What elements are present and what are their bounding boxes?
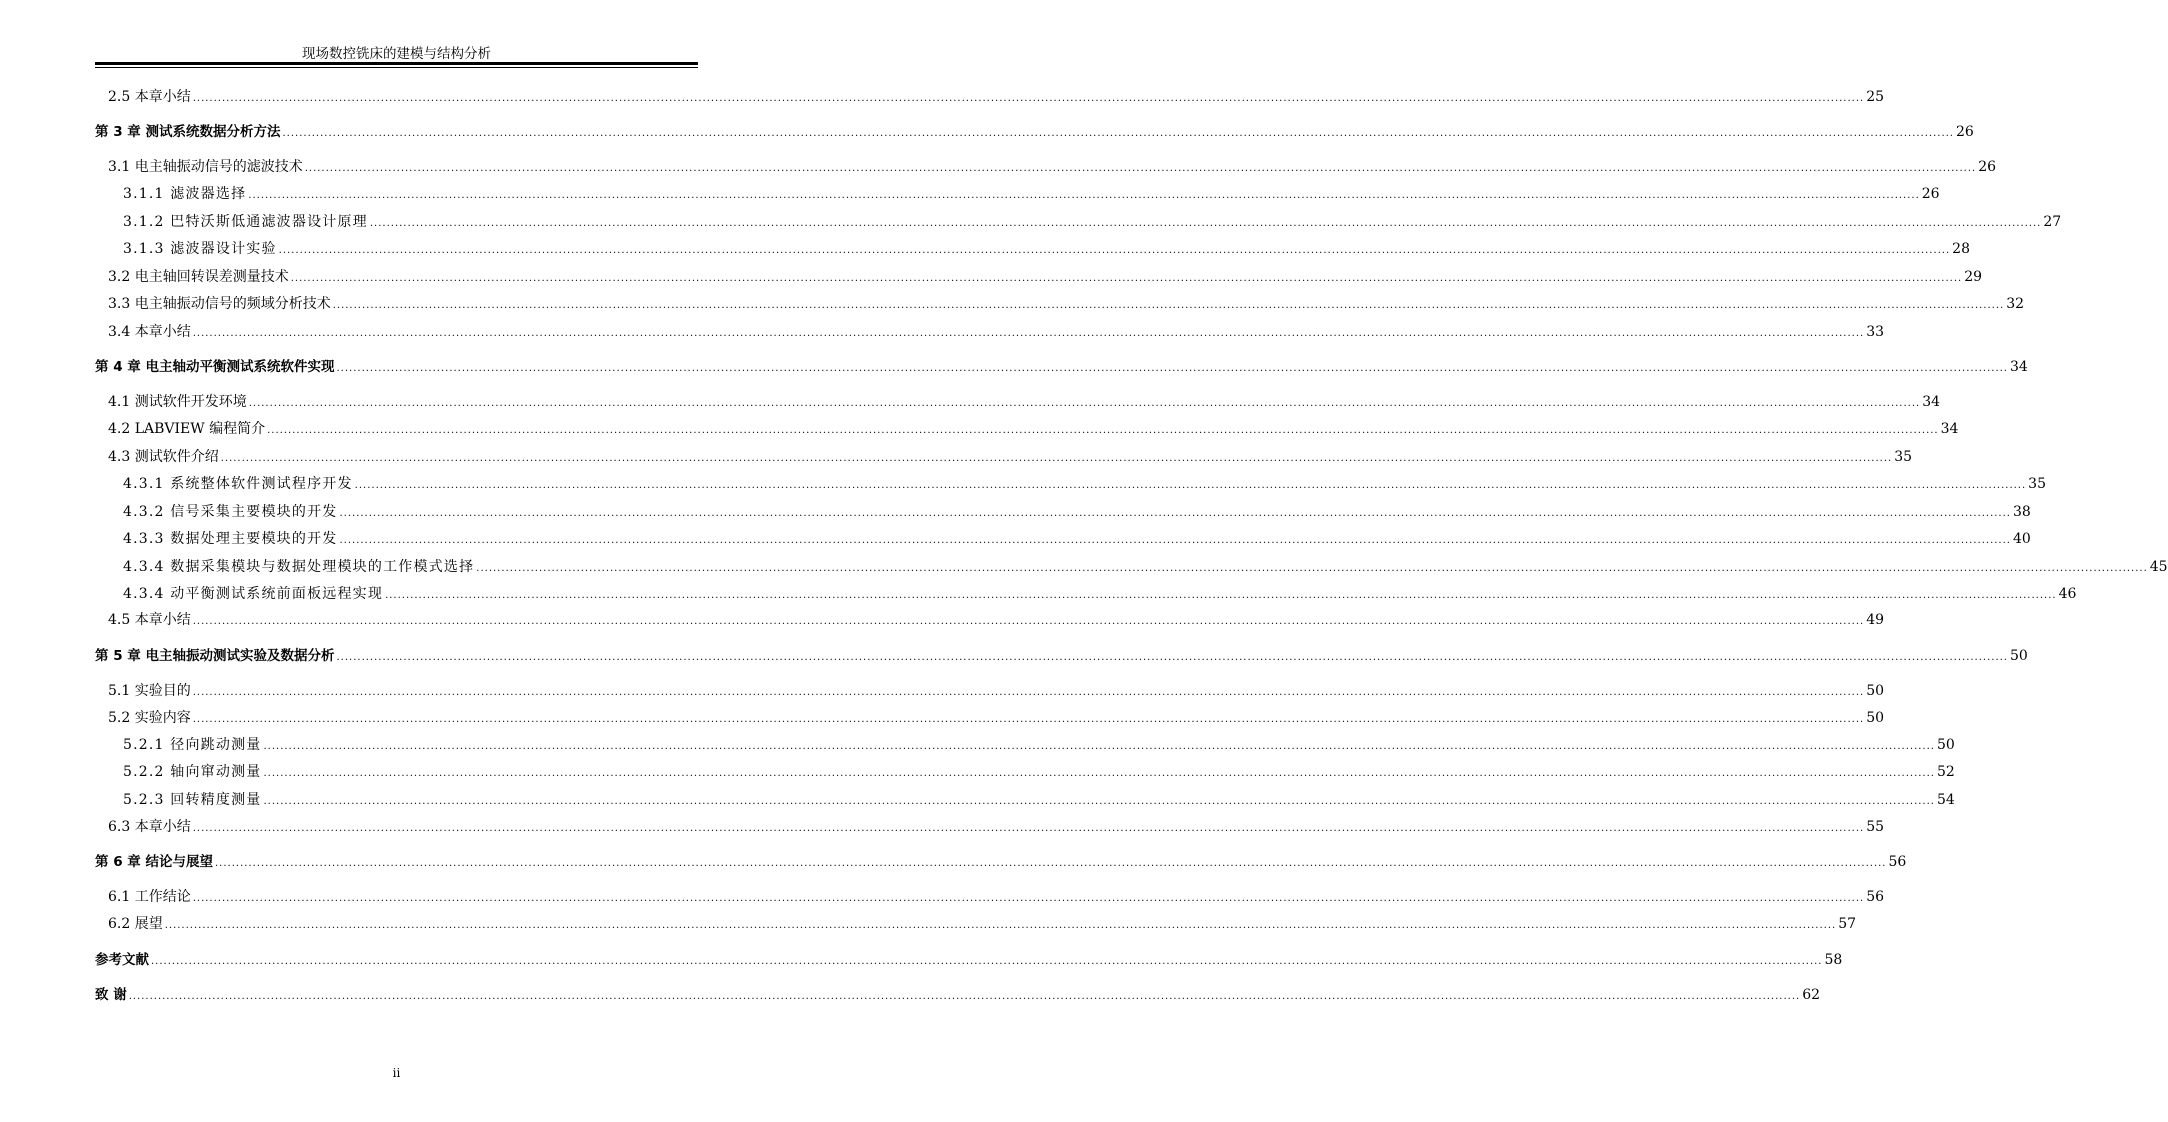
toc-leader-dots: ................................................................................................................................................................................................................................................................................................................................................................................................................: [339, 508, 2011, 519]
toc-entry: [95, 391, 1941, 413]
running-header: 现场数控铣床的建模与结构分析: [302, 46, 491, 62]
toc-leader-dots: ................................................................................................................................................................................................................................................................................................................................................................................................................: [332, 300, 2005, 311]
toc-entry-title: 4.5 本章小结: [108, 612, 191, 628]
toc-entry: [95, 473, 2046, 495]
toc-leader-dots: ................................................................................................................................................................................................................................................................................................................................................................................................................: [192, 687, 1865, 698]
toc-entry: [95, 583, 2077, 605]
toc-entry: [95, 183, 1940, 205]
toc-leader-dots: ................................................................................................................................................................................................................................................................................................................................................................................................................: [192, 93, 1865, 104]
toc-entry: [95, 293, 2025, 315]
toc-leader-dots: ................................................................................................................................................................................................................................................................................................................................................................................................................: [248, 398, 1921, 409]
toc-entry-page: 34: [1922, 394, 1941, 410]
toc-entry-title: 3.2 电主轴回转误差测量技术: [108, 269, 289, 285]
toc-entry-title: 6.1 工作结论: [108, 889, 191, 905]
toc-entry: [95, 707, 1885, 729]
toc-entry-title: 3.1 电主轴振动信号的滤波技术: [108, 159, 303, 175]
toc-entry-page: 58: [1824, 952, 1843, 968]
toc-entry-page: 57: [1838, 916, 1857, 932]
toc-entry-page: 28: [1952, 241, 1970, 257]
toc-entry: [95, 528, 2031, 550]
toc-entry-page: 50: [1866, 710, 1885, 726]
toc-leader-dots: ................................................................................................................................................................................................................................................................................................................................................................................................................: [151, 956, 1823, 967]
toc-entry-title: 4.3.4 动平衡测试系统前面板远程实现: [123, 586, 384, 602]
toc-entry-title: 第 5 章 电主轴振动测试实验及数据分析: [95, 648, 335, 664]
toc-entry-page: 35: [1894, 449, 1913, 465]
toc-entry-page: 54: [1936, 792, 1955, 808]
toc-entry-page: 25: [1866, 89, 1885, 105]
toc-entry-title: 4.2 LABVIEW 编程简介: [108, 421, 266, 437]
toc-entry: [95, 211, 2062, 233]
toc-entry-page: 56: [1888, 854, 1907, 870]
toc-entry: [95, 609, 1885, 631]
toc-leader-dots: ................................................................................................................................................................................................................................................................................................................................................................................................................: [290, 273, 1963, 284]
toc-entry: [95, 446, 1913, 468]
toc-entry-page: 50: [2009, 648, 2028, 664]
toc-leader-dots: ................................................................................................................................................................................................................................................................................................................................................................................................................: [192, 714, 1865, 725]
toc-leader-dots: ................................................................................................................................................................................................................................................................................................................................................................................................................: [220, 453, 1893, 464]
toc-entry-title: 4.3.4 数据采集模块与数据处理模块的工作模式选择: [123, 559, 475, 575]
toc-entry-title: 6.2 展望: [108, 916, 163, 932]
toc-leader-dots: ................................................................................................................................................................................................................................................................................................................................................................................................................: [476, 563, 2148, 574]
toc-leader-dots: ................................................................................................................................................................................................................................................................................................................................................................................................................: [128, 991, 1801, 1002]
toc-entry: [95, 86, 1885, 108]
toc-entry-title: 4.3.2 信号采集主要模块的开发: [123, 504, 338, 520]
toc-leader-dots: ................................................................................................................................................................................................................................................................................................................................................................................................................: [263, 796, 1935, 807]
toc-entry: [95, 680, 1885, 702]
toc-entry: [95, 734, 1955, 756]
toc-entry: [95, 418, 1959, 440]
toc-entry-title: 4.3 测试软件介绍: [108, 449, 219, 465]
toc-entry-page: 26: [1921, 186, 1940, 202]
toc-entry-page: 27: [2043, 214, 2062, 230]
toc-leader-dots: ................................................................................................................................................................................................................................................................................................................................................................................................................: [164, 920, 1837, 931]
toc-entry: [95, 501, 2031, 523]
toc-entry-title: 3.4 本章小结: [108, 324, 191, 340]
toc-chapter-entry: [95, 356, 2028, 378]
toc-entry-page: 46: [2058, 586, 2077, 602]
toc-entry-page: 50: [1936, 737, 1955, 753]
toc-leader-dots: ................................................................................................................................................................................................................................................................................................................................................................................................................: [278, 245, 1951, 256]
toc-chapter-entry: [95, 121, 1974, 143]
toc-entry-title: 第 6 章 结论与展望: [95, 854, 213, 870]
header-rule-thin: [95, 67, 698, 68]
toc-leader-dots: ................................................................................................................................................................................................................................................................................................................................................................................................................: [192, 893, 1865, 904]
toc-leader-dots: ................................................................................................................................................................................................................................................................................................................................................................................................................: [339, 535, 2011, 546]
toc-chapter-entry: [95, 984, 1821, 1006]
toc-entry: [95, 238, 1970, 260]
toc-entry: [95, 816, 1885, 838]
toc-entry: [95, 886, 1885, 908]
toc-leader-dots: ................................................................................................................................................................................................................................................................................................................................................................................................................: [263, 768, 1935, 779]
toc-entry-title: 5.2.1 径向跳动测量: [123, 737, 262, 753]
toc-entry-page: 40: [2012, 531, 2031, 547]
toc-entry-page: 45: [2149, 559, 2168, 575]
toc-entry-title: 3.3 电主轴振动信号的频域分析技术: [108, 296, 331, 312]
toc-entry-title: 4.3.1 系统整体软件测试程序开发: [123, 476, 353, 492]
toc-leader-dots: ................................................................................................................................................................................................................................................................................................................................................................................................................: [304, 163, 1977, 174]
toc-chapter-entry: [95, 851, 1907, 873]
toc-leader-dots: ................................................................................................................................................................................................................................................................................................................................................................................................................: [192, 823, 1865, 834]
toc-entry-title: 致 谢: [95, 987, 127, 1003]
toc-entry-title: 3.1.2 巴特沃斯低通滤波器设计原理: [123, 214, 368, 230]
toc-entry-page: 32: [2006, 296, 2025, 312]
toc-entry-page: 56: [1866, 889, 1885, 905]
page-number: ii: [392, 1066, 401, 1080]
toc-entry-page: 26: [1955, 124, 1974, 140]
toc-leader-dots: ................................................................................................................................................................................................................................................................................................................................................................................................................: [369, 218, 2042, 229]
toc-leader-dots: ................................................................................................................................................................................................................................................................................................................................................................................................................: [192, 616, 1865, 627]
toc-leader-dots: ................................................................................................................................................................................................................................................................................................................................................................................................................: [385, 590, 2057, 601]
toc-entry-title: 3.1.3 滤波器设计实验: [123, 241, 277, 257]
toc-leader-dots: ................................................................................................................................................................................................................................................................................................................................................................................................................: [336, 652, 2008, 663]
toc-entry-page: 38: [2012, 504, 2031, 520]
toc-leader-dots: ................................................................................................................................................................................................................................................................................................................................................................................................................: [263, 741, 1935, 752]
toc-chapter-entry: [95, 949, 1843, 971]
toc-entry-title: 3.1.1 滤波器选择: [123, 186, 247, 202]
toc-leader-dots: ................................................................................................................................................................................................................................................................................................................................................................................................................: [267, 425, 1939, 436]
toc-entry-page: 26: [1978, 159, 1997, 175]
toc-entry-title: 5.2.3 回转精度测量: [123, 792, 262, 808]
toc-entry: [95, 556, 2168, 578]
toc-leader-dots: ................................................................................................................................................................................................................................................................................................................................................................................................................: [354, 480, 2027, 491]
toc-entry-page: 55: [1866, 819, 1885, 835]
toc-entry-title: 4.1 测试软件开发环境: [108, 394, 247, 410]
toc-entry-page: 29: [1964, 269, 1983, 285]
toc-entry-page: 33: [1866, 324, 1885, 340]
toc-entry-page: 49: [1866, 612, 1885, 628]
toc-entry-title: 第 3 章 测试系统数据分析方法: [95, 124, 281, 140]
toc-entry: [95, 761, 1955, 783]
toc-entry: [95, 266, 1983, 288]
toc-entry-page: 34: [2009, 359, 2028, 375]
toc-entry-title: 5.1 实验目的: [108, 683, 191, 699]
header-rule-thick: [95, 62, 698, 65]
toc-entry: [95, 321, 1885, 343]
toc-entry-title: 5.2 实验内容: [108, 710, 191, 726]
toc-entry-title: 6.3 本章小结: [108, 819, 191, 835]
toc-entry: [95, 913, 1857, 935]
toc-entry-title: 第 4 章 电主轴动平衡测试系统软件实现: [95, 359, 335, 375]
toc-leader-dots: ................................................................................................................................................................................................................................................................................................................................................................................................................: [282, 128, 1954, 139]
toc-entry-page: 34: [1940, 421, 1959, 437]
toc-entry-title: 5.2.2 轴向窜动测量: [123, 764, 262, 780]
toc-leader-dots: ................................................................................................................................................................................................................................................................................................................................................................................................................: [248, 190, 1920, 201]
toc-leader-dots: ................................................................................................................................................................................................................................................................................................................................................................................................................: [336, 363, 2008, 374]
toc-leader-dots: ................................................................................................................................................................................................................................................................................................................................................................................................................: [192, 328, 1865, 339]
toc-entry: [95, 156, 1997, 178]
toc-leader-dots: ................................................................................................................................................................................................................................................................................................................................................................................................................: [215, 858, 1887, 869]
toc-entry-page: 50: [1866, 683, 1885, 699]
toc-entry-title: 4.3.3 数据处理主要模块的开发: [123, 531, 338, 547]
toc-chapter-entry: [95, 645, 2028, 667]
toc-entry-page: 62: [1802, 987, 1821, 1003]
toc-entry: [95, 789, 1955, 811]
toc-entry-title: 参考文献: [95, 952, 149, 968]
toc-entry-page: 52: [1936, 764, 1955, 780]
toc-entry-page: 35: [2028, 476, 2046, 492]
toc-entry-title: 2.5 本章小结: [108, 89, 191, 105]
